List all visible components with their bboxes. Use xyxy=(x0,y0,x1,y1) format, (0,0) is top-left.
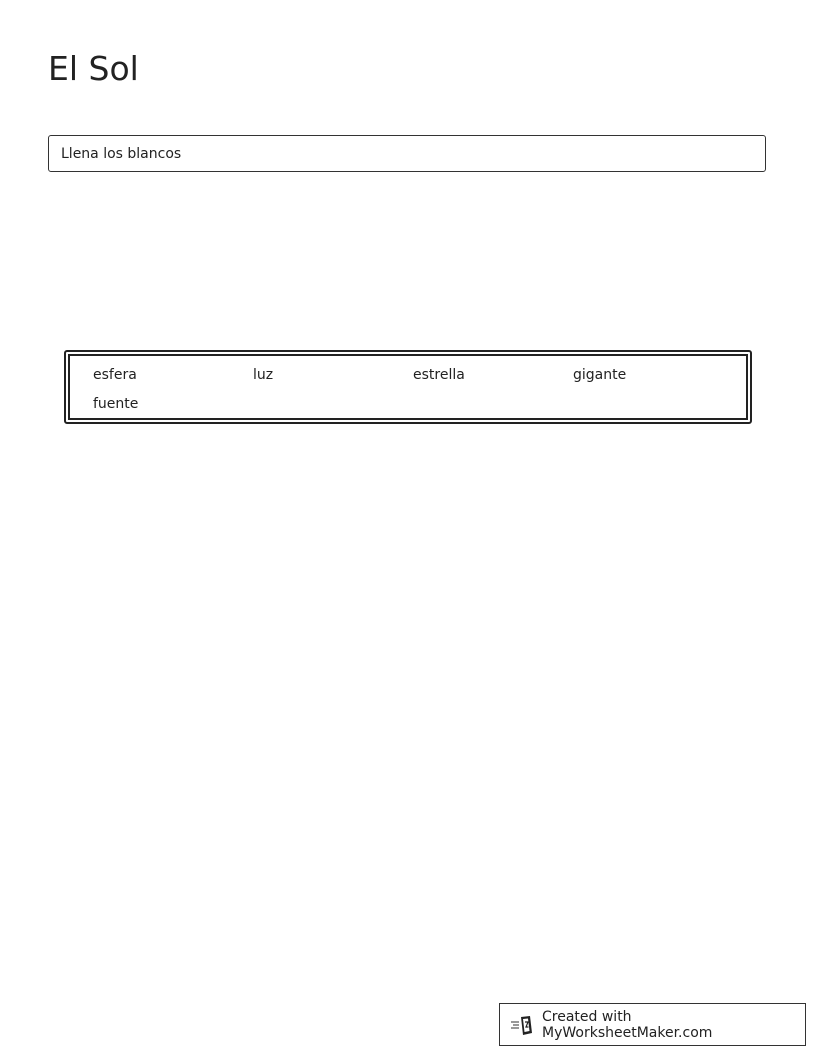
word-bank-item: gigante xyxy=(573,367,627,383)
instructions-box xyxy=(48,135,766,172)
instructions-text: Llena los blancos xyxy=(61,145,182,162)
footer-text: Created with MyWorksheetMaker.com xyxy=(542,1008,713,1041)
footer-credit[interactable] xyxy=(499,1003,806,1046)
page-title: El Sol xyxy=(48,49,139,88)
word-bank-item: luz xyxy=(253,367,274,383)
word-bank xyxy=(64,350,752,424)
word-bank-item: esfera xyxy=(93,367,137,383)
word-bank-item: estrella xyxy=(413,367,465,383)
worksheet-maker-logo-icon xyxy=(510,1014,536,1036)
word-bank-item: fuente xyxy=(93,396,139,412)
word-bank-inner-border xyxy=(68,354,748,420)
